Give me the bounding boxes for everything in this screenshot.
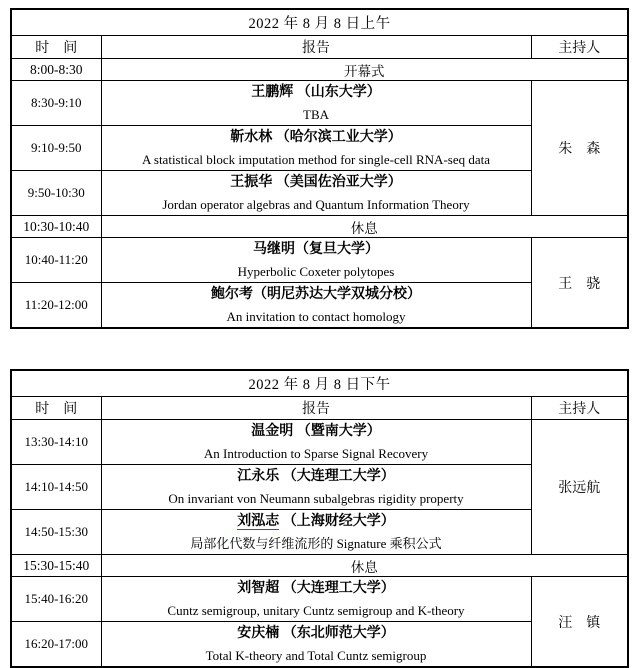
speaker-affiliation: （上海财经大学）: [279, 513, 395, 529]
talk-title: A statistical block imputation method for single-cell RNA-seq data: [141, 151, 491, 167]
break-row: [11, 216, 628, 238]
time-cell: 16:20-17:00: [11, 622, 101, 668]
time-cell: 14:10-14:50: [11, 465, 101, 510]
time-cell: 10:30-10:40: [11, 216, 101, 238]
report-column-header: 报告: [101, 397, 531, 420]
speaker-line: [102, 127, 531, 149]
speaker-name-link[interactable]: 刘泓志: [237, 513, 280, 529]
report-cell: [101, 238, 531, 283]
talk-title: Total K-theory and Total Cuntz semigroup: [205, 647, 427, 663]
report-cell: [101, 126, 531, 171]
speaker-name: 王鹏辉: [251, 84, 294, 100]
speaker-affiliation: （大连理工大学）: [279, 580, 395, 596]
break-row: [11, 59, 628, 81]
table-gap: [10, 329, 628, 369]
time-column-header: 时 间: [11, 36, 101, 59]
table-title: 2022 年 8 月 8 日下午: [11, 370, 628, 397]
time-cell: 8:30-9:10: [11, 81, 101, 126]
report-cell: [101, 283, 531, 329]
session-label: 开幕式: [101, 59, 628, 81]
report-cell: [101, 465, 531, 510]
time-column-header: 时 间: [11, 397, 101, 420]
chair-cell: 张远航: [531, 420, 628, 555]
chair-cell: 朱 森: [531, 81, 628, 216]
report-cell: [101, 577, 531, 622]
speaker-line: [102, 239, 531, 261]
speaker-name: 江永乐: [237, 468, 280, 484]
table-title-row: [11, 9, 628, 36]
speaker-affiliation: （复旦大学）: [295, 241, 379, 257]
talk-row: [11, 81, 628, 126]
speaker-affiliation: （明尼苏达大学双城分校）: [253, 286, 421, 302]
speaker-line: [102, 623, 531, 645]
chair-column-header: 主持人: [531, 397, 628, 420]
table-header-row: [11, 36, 628, 59]
speaker-line: [102, 466, 531, 488]
table-title-row: [11, 370, 628, 397]
speaker-line: [102, 421, 531, 443]
speaker-name: 靳水林: [230, 129, 273, 145]
talk-row: [11, 577, 628, 622]
speaker-name: 王振华: [230, 174, 273, 190]
report-cell: [101, 622, 531, 668]
break-row: [11, 555, 628, 577]
time-cell: 11:20-12:00: [11, 283, 101, 329]
talk-title: On invariant von Neumann subalgebras rigidity property: [168, 490, 464, 506]
chair-cell: 王 骁: [531, 238, 628, 329]
table-header-row: [11, 397, 628, 420]
speaker-line: [102, 578, 531, 600]
talk-title: An Introduction to Sparse Signal Recovery: [203, 445, 429, 461]
talk-title: TBA: [303, 106, 329, 122]
talk-title: Cuntz semigroup, unitary Cuntz semigroup and K-theory: [167, 602, 465, 618]
speaker-name: 鲍尔考: [211, 286, 253, 302]
speaker-affiliation: （大连理工大学）: [279, 468, 395, 484]
time-cell: 13:30-14:10: [11, 420, 101, 465]
speaker-line: [102, 284, 531, 306]
time-cell: 10:40-11:20: [11, 238, 101, 283]
chair-column-header: 主持人: [531, 36, 628, 59]
speaker-name: 刘智超: [237, 580, 280, 596]
time-cell: 9:50-10:30: [11, 171, 101, 216]
speaker-name: 温金明: [251, 423, 294, 439]
speaker-name: 安庆楠: [237, 625, 280, 641]
time-cell: 8:00-8:30: [11, 59, 101, 81]
speaker-affiliation: （东北师范大学）: [279, 625, 395, 641]
afternoon-schedule-table: [10, 369, 629, 668]
talk-row: [11, 420, 628, 465]
session-label: 休息: [101, 216, 628, 238]
talk-title: 局部化代数与纤维流形的 Signature 乘积公式: [190, 535, 442, 551]
speaker-affiliation: （美国佐治亚大学）: [272, 174, 402, 190]
morning-schedule-table: [10, 8, 629, 329]
speaker-affiliation: （哈尔滨工业大学）: [272, 129, 402, 145]
time-cell: 9:10-9:50: [11, 126, 101, 171]
talk-title: Hyperbolic Coxeter polytopes: [237, 263, 395, 279]
report-cell: [101, 510, 531, 555]
speaker-line: [102, 172, 531, 194]
report-cell: [101, 420, 531, 465]
speaker-line: [102, 82, 531, 104]
speaker-line: [102, 511, 531, 533]
report-cell: [101, 171, 531, 216]
speaker-name: 马继明: [253, 241, 295, 257]
time-cell: 14:50-15:30: [11, 510, 101, 555]
time-cell: 15:40-16:20: [11, 577, 101, 622]
speaker-affiliation: （山东大学）: [293, 84, 381, 100]
talk-title: Jordan operator algebras and Quantum Information Theory: [162, 196, 470, 212]
talk-row: [11, 238, 628, 283]
speaker-affiliation: （暨南大学）: [293, 423, 381, 439]
chair-cell: 汪 镇: [531, 577, 628, 668]
report-column-header: 报告: [101, 36, 531, 59]
session-label: 休息: [101, 555, 628, 577]
report-cell: [101, 81, 531, 126]
time-cell: 15:30-15:40: [11, 555, 101, 577]
table-title: 2022 年 8 月 8 日上午: [11, 9, 628, 36]
talk-title: An invitation to contact homology: [226, 308, 406, 324]
